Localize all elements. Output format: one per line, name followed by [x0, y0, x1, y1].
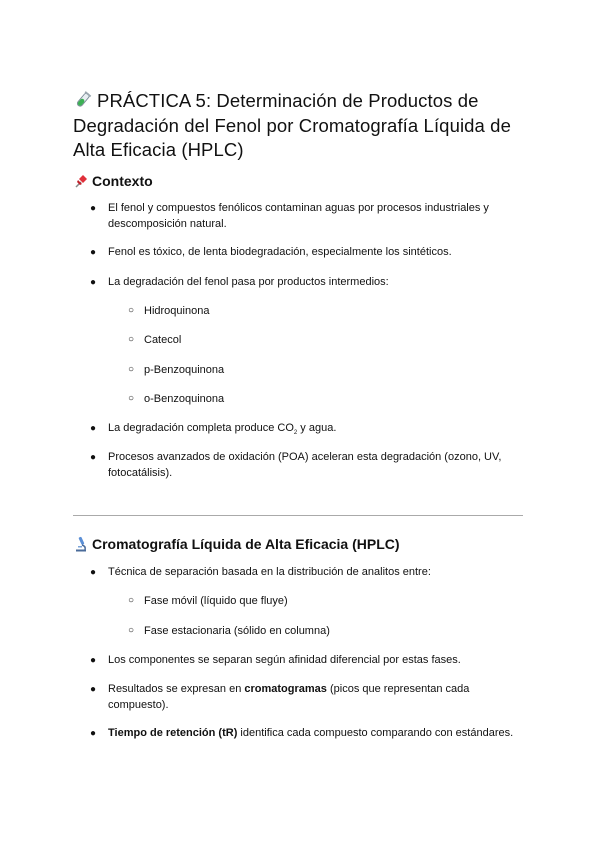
list-item: La degradación completa produce $CO_2$ y agua.	[108, 422, 337, 437]
sub-list-item: p-Benzoquinona	[144, 364, 225, 376]
context-heading	[73, 172, 153, 190]
sub-bullet-circle: ○	[128, 595, 135, 606]
sub-bullet-circle: ○	[128, 393, 135, 404]
list-item: La degradación del fenol pasa por productos intermedios:	[108, 276, 389, 288]
title-text: PRÁCTICA 5: Determinación de Productos de Degradación del Fenol por Cromatografía Líquida de Alta Eficacia (HPLC)	[73, 90, 511, 160]
sub-bullet-circle: ○	[128, 305, 135, 316]
bullet-dot: ●	[90, 247, 97, 258]
bullet-dot: ●	[90, 684, 97, 695]
sub-bullet-circle: ○	[128, 625, 135, 636]
bullet-dot: ●	[90, 452, 97, 463]
sub-bullet-circle: ○	[128, 364, 135, 375]
sub-bullet-circle: ○	[128, 334, 135, 345]
list-item: Técnica de separación basada en la distribución de analitos entre:	[108, 566, 431, 578]
sub-list-item: o-Benzoquinona	[144, 393, 225, 405]
microscope-icon	[73, 536, 89, 552]
bullet-dot: ●	[90, 203, 97, 214]
hplc-heading-text: Cromatografía Líquida de Alta Eficacia (HPLC)	[92, 536, 400, 552]
bullet-dot: ●	[90, 277, 97, 288]
list-item: Los componentes se separan según afinidad diferencial por estas fases.	[108, 654, 461, 666]
bullet-dot: ●	[90, 567, 97, 578]
bullet-dot: ●	[90, 728, 97, 739]
hplc-heading	[73, 535, 400, 553]
list-item: Tiempo de retención (tR) identifica cada compuesto comparando con estándares.	[108, 727, 514, 739]
list-item: El fenol y compuestos fenólicos contaminan aguas por procesos industriales y descomposición natural.	[108, 202, 489, 230]
page-title	[73, 89, 543, 163]
section-divider	[73, 515, 523, 516]
list-item: Fenol es tóxico, de lenta biodegradación, especialmente los sintéticos.	[108, 246, 452, 258]
list-item: Resultados se expresan en cromatogramas (picos que representan cada compuesto).	[108, 683, 470, 711]
test-tube-icon	[73, 91, 93, 109]
pushpin-icon	[73, 173, 89, 189]
list-item: Procesos avanzados de oxidación (POA) aceleran esta degradación (ozono, UV, fotocatálisis).	[108, 451, 502, 479]
context-heading-text: Contexto	[92, 173, 153, 189]
sub-list-item: Fase estacionaria (sólido en columna)	[144, 625, 330, 637]
bullet-dot: ●	[90, 423, 97, 434]
sub-list-item: Fase móvil (líquido que fluye)	[144, 595, 288, 607]
bullet-dot: ●	[90, 655, 97, 666]
sub-list-item: Hidroquinona	[144, 305, 210, 317]
sub-list-item: Catecol	[144, 334, 182, 346]
